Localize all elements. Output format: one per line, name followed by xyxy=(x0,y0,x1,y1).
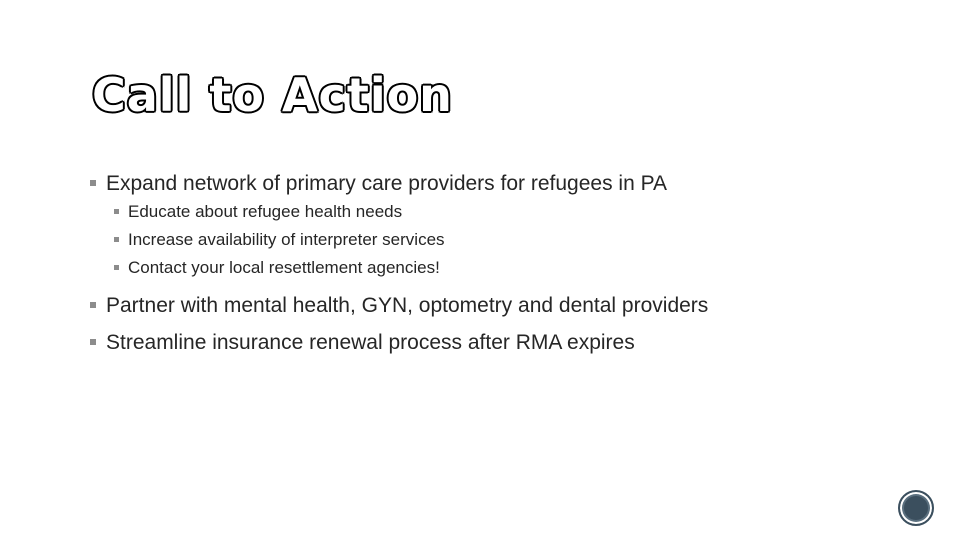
bullet-marker-icon xyxy=(90,302,96,308)
sub-bullet-item xyxy=(114,198,910,226)
bullet-item xyxy=(90,329,910,357)
sub-bullet-item xyxy=(114,226,910,254)
sub-bullet-text: Contact your local resettlement agencies! xyxy=(128,258,440,277)
bullet-text: Expand network of primary care providers for refugees in PA xyxy=(106,172,668,195)
bullet-marker-icon xyxy=(90,339,96,345)
bullet-marker-icon xyxy=(90,180,96,186)
slide-title: Call to Action xyxy=(92,68,453,122)
sub-bullet-text: Increase availability of interpreter services xyxy=(128,230,445,249)
sub-bullet-text: Educate about refugee health needs xyxy=(128,202,403,221)
bullet-list xyxy=(90,170,910,357)
sub-bullet-marker-icon xyxy=(114,237,119,242)
bullet-item xyxy=(90,292,910,320)
bullet-item xyxy=(90,170,910,198)
bullet-text: Partner with mental health, GYN, optometry and dental providers xyxy=(106,294,709,317)
bullet-text: Streamline insurance renewal process after RMA expires xyxy=(106,331,635,354)
slide-nav-button[interactable] xyxy=(898,490,934,526)
sub-bullet-marker-icon xyxy=(114,265,119,270)
sub-bullet-marker-icon xyxy=(114,209,119,214)
sub-bullet-item xyxy=(114,254,910,282)
